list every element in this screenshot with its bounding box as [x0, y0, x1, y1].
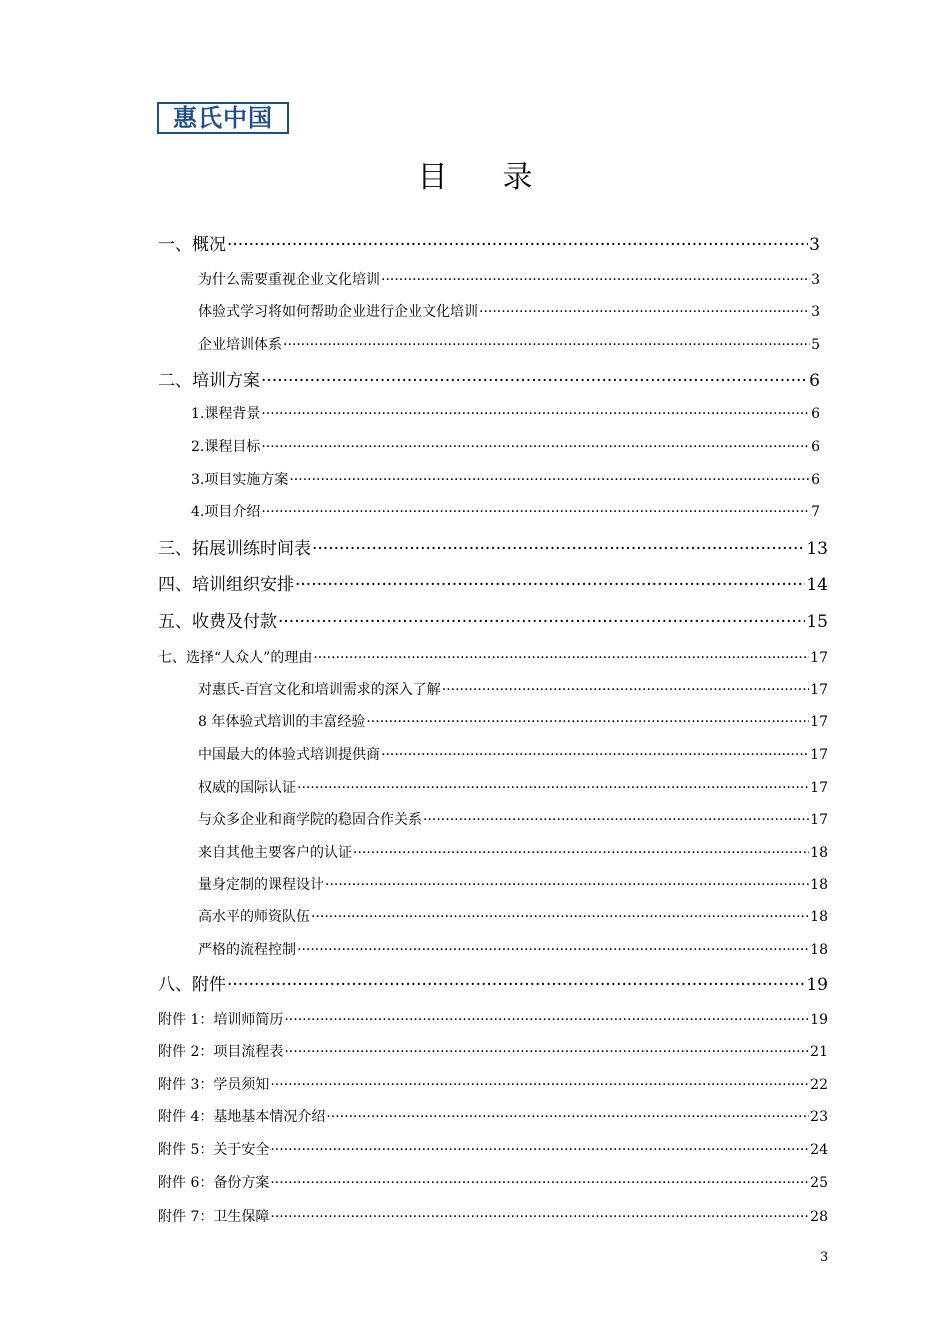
toc-page-number: 15 — [806, 612, 828, 632]
toc-section-2[interactable] — [158, 366, 820, 391]
toc-label: 附件 4：基地基本情况介绍 — [158, 1109, 326, 1125]
toc-section-1[interactable] — [158, 230, 820, 255]
toc-leader-dots — [295, 575, 805, 595]
toc-page-number: 18 — [810, 942, 828, 958]
toc-appendix-2[interactable] — [158, 1041, 828, 1061]
toc-page-number: 6 — [809, 371, 820, 391]
toc-label: 体验式学习将如何帮助企业进行企业文化培训 — [198, 304, 478, 320]
toc-leader-dots — [283, 337, 810, 353]
toc-page-number: 17 — [810, 682, 828, 698]
toc-page-number: 21 — [810, 1044, 828, 1060]
toc-appendix-6[interactable] — [158, 1172, 828, 1192]
toc-label: 四、培训组织安排 — [158, 575, 294, 595]
toc-label: 三、拓展训练时间表 — [158, 539, 311, 559]
toc-item-1-2[interactable] — [198, 301, 820, 321]
toc-page-number: 18 — [810, 909, 828, 925]
toc-appendix-4[interactable] — [158, 1106, 828, 1126]
toc-leader-dots — [423, 812, 809, 828]
toc-item-7-9[interactable] — [198, 939, 828, 959]
toc-label: 一、概况 — [158, 235, 226, 255]
toc-leader-dots — [326, 1109, 809, 1125]
toc-appendix-3[interactable] — [158, 1074, 828, 1094]
toc-page-number: 17 — [810, 650, 828, 666]
toc-leader-dots — [261, 406, 810, 422]
toc-leader-dots — [381, 747, 809, 763]
toc-page-number: 17 — [810, 812, 828, 828]
toc-leader-dots — [353, 845, 809, 861]
toc-item-7-5[interactable] — [198, 809, 828, 829]
toc-page-number: 3 — [811, 272, 820, 288]
company-logo — [157, 102, 289, 134]
toc-page-number: 18 — [810, 877, 828, 893]
toc-page-number: 19 — [810, 1012, 828, 1028]
toc-leader-dots — [325, 877, 809, 893]
toc-page-number: 23 — [810, 1109, 828, 1125]
toc-leader-dots — [297, 942, 809, 958]
toc-leader-dots — [261, 439, 810, 455]
toc-leader-dots — [261, 504, 810, 520]
toc-leader-dots — [297, 780, 809, 796]
toc-item-2-3[interactable] — [191, 469, 820, 489]
toc-label: 量身定制的课程设计 — [198, 877, 324, 893]
toc-leader-dots — [313, 650, 809, 666]
toc-page-number: 19 — [806, 975, 828, 995]
toc-page-number: 17 — [810, 780, 828, 796]
toc-page-number: 7 — [811, 504, 820, 520]
toc-section-8[interactable] — [158, 970, 828, 995]
toc-leader-dots — [289, 472, 810, 488]
toc-item-2-2[interactable] — [191, 436, 820, 456]
toc-item-1-3[interactable] — [198, 334, 820, 354]
toc-section-5[interactable] — [158, 607, 828, 632]
toc-label: 3.项目实施方案 — [191, 472, 289, 488]
toc-label: 4.项目介绍 — [191, 504, 261, 520]
toc-label: 附件 5：关于安全 — [158, 1142, 270, 1158]
toc-label: 八、附件 — [158, 975, 226, 995]
toc-item-7-2[interactable] — [198, 711, 828, 731]
toc-page-number: 28 — [810, 1209, 828, 1225]
toc-page-number: 3 — [811, 304, 820, 320]
page-title-part1: 目 — [417, 160, 448, 195]
toc-label: 二、培训方案 — [158, 371, 260, 391]
toc-page-number: 24 — [810, 1142, 828, 1158]
toc-leader-dots — [270, 1209, 809, 1225]
toc-label: 中国最大的体验式培训提供商 — [198, 747, 380, 763]
toc-label: 附件 6：备份方案 — [158, 1175, 270, 1191]
toc-leader-dots — [442, 682, 809, 698]
toc-item-7-3[interactable] — [198, 744, 828, 764]
toc-item-7-1[interactable] — [198, 679, 828, 699]
toc-label: 权威的国际认证 — [198, 780, 296, 796]
toc-label: 8 年体验式培训的丰富经验 — [198, 714, 366, 730]
toc-page-number: 6 — [811, 439, 820, 455]
toc-page-number: 3 — [809, 235, 820, 255]
toc-leader-dots — [311, 909, 809, 925]
page-title-part2: 录 — [502, 160, 533, 195]
toc-page-number: 6 — [811, 406, 820, 422]
toc-item-7-7[interactable] — [198, 874, 828, 894]
toc-leader-dots — [284, 1044, 809, 1060]
toc-label: 附件 7：卫生保障 — [158, 1209, 270, 1225]
toc-label: 来自其他主要客户的认证 — [198, 845, 352, 861]
toc-leader-dots — [479, 304, 810, 320]
toc-leader-dots — [261, 371, 808, 391]
toc-leader-dots — [366, 714, 809, 730]
toc-label: 附件 2：项目流程表 — [158, 1044, 284, 1060]
toc-label: 2.课程目标 — [191, 439, 261, 455]
toc-section-7[interactable] — [158, 647, 828, 667]
toc-leader-dots — [381, 272, 810, 288]
toc-section-4[interactable] — [158, 570, 828, 595]
toc-label: 企业培训体系 — [198, 337, 282, 353]
toc-appendix-7[interactable] — [158, 1206, 828, 1226]
toc-label: 高水平的师资队伍 — [198, 909, 310, 925]
page-number: 3 — [820, 1250, 829, 1265]
page-title — [0, 158, 950, 198]
toc-label: 七、选择“人众人”的理由 — [158, 650, 313, 666]
toc-item-2-1[interactable] — [191, 403, 820, 423]
toc-label: 严格的流程控制 — [198, 942, 296, 958]
toc-label: 五、收费及付款 — [158, 612, 277, 632]
toc-label: 对惠氏-百宫文化和培训需求的深入了解 — [198, 682, 441, 698]
toc-item-2-4[interactable] — [191, 501, 820, 521]
toc-label: 附件 1：培训师简历 — [158, 1012, 284, 1028]
toc-page-number: 17 — [810, 714, 828, 730]
toc-section-3[interactable] — [158, 534, 828, 559]
toc-leader-dots — [227, 975, 805, 995]
toc-leader-dots — [270, 1077, 809, 1093]
toc-leader-dots — [270, 1175, 809, 1191]
toc-page-number: 14 — [806, 575, 828, 595]
logo-text: 惠氏中国 — [173, 104, 273, 132]
toc-appendix-5[interactable] — [158, 1139, 828, 1159]
toc-item-1-1[interactable] — [198, 269, 820, 289]
toc-label: 附件 3：学员须知 — [158, 1077, 270, 1093]
toc-item-7-4[interactable] — [198, 777, 828, 797]
toc-page-number: 13 — [806, 539, 828, 559]
toc-page-number: 22 — [810, 1077, 828, 1093]
toc-leader-dots — [227, 235, 808, 255]
toc-label: 为什么需要重视企业文化培训 — [198, 272, 380, 288]
toc-leader-dots — [284, 1012, 809, 1028]
toc-page-number: 17 — [810, 747, 828, 763]
toc-item-7-8[interactable] — [198, 906, 828, 926]
toc-leader-dots — [278, 612, 805, 632]
toc-appendix-1[interactable] — [158, 1009, 828, 1029]
toc-page-number: 6 — [811, 472, 820, 488]
toc-label: 1.课程背景 — [191, 406, 261, 422]
toc-page-number: 5 — [811, 337, 820, 353]
toc-page-number: 25 — [810, 1175, 828, 1191]
toc-leader-dots — [312, 539, 805, 559]
toc-label: 与众多企业和商学院的稳固合作关系 — [198, 812, 422, 828]
toc-page-number: 18 — [810, 845, 828, 861]
toc-leader-dots — [270, 1142, 809, 1158]
toc-item-7-6[interactable] — [198, 842, 828, 862]
